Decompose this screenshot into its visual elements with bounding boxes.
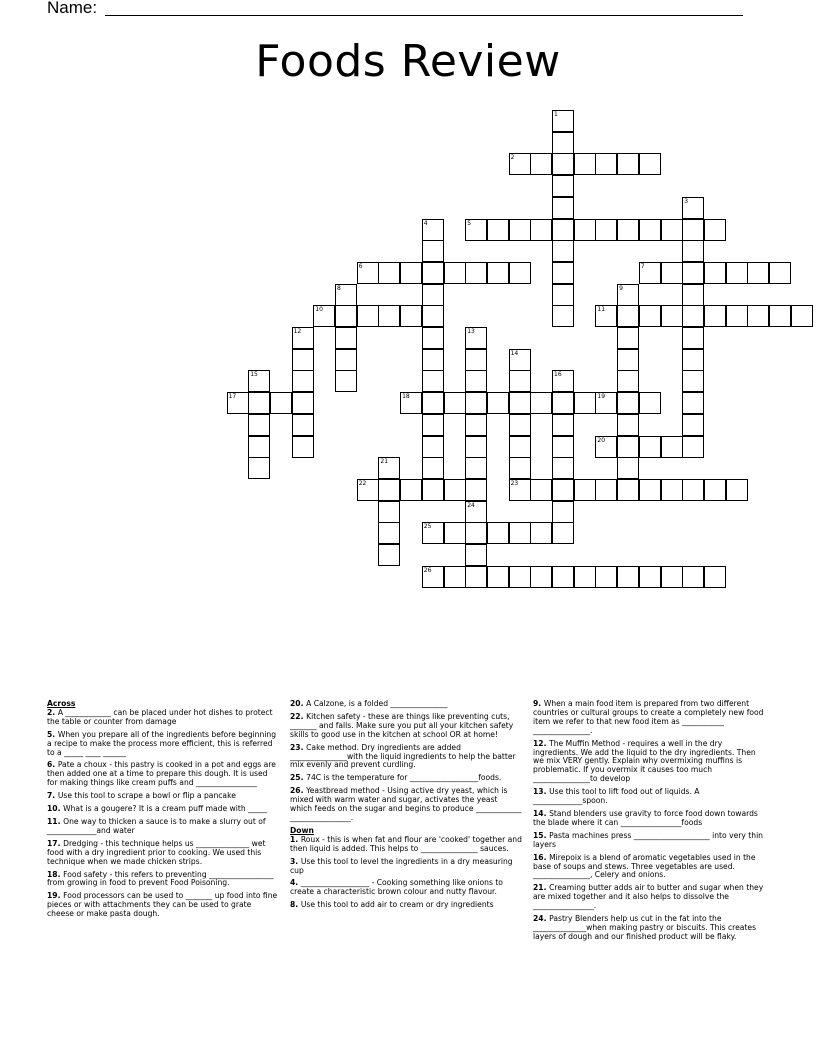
grid-cell[interactable] — [465, 566, 487, 588]
clue-item-text: Creaming butter adds air to butter and sugar when they are mixed together and it also helps to dissolve the ________________. — [533, 883, 764, 911]
grid-cell[interactable] — [487, 262, 509, 284]
clue-item-text: What is a gougere? It is a cream puff made with _____ — [63, 804, 268, 814]
grid-cell[interactable] — [487, 219, 509, 241]
grid-cell[interactable] — [769, 262, 791, 284]
grid-cell[interactable] — [465, 349, 487, 371]
grid-cell[interactable] — [509, 436, 531, 458]
grid-cell[interactable] — [617, 327, 639, 349]
clue-number: 5 — [467, 219, 472, 227]
clue-item-text: 74C is the temperature for __________________foods. — [306, 773, 502, 783]
clue-number: 26 — [423, 566, 432, 574]
clue-item-number: 21. — [533, 883, 550, 893]
grid-cell[interactable] — [617, 566, 639, 588]
grid-cell[interactable] — [574, 219, 596, 241]
clue-item — [47, 792, 279, 801]
clue-item-text: __________________ - Cooking something like onions to create a characteristic brown colour and nutty flavour. — [290, 878, 503, 897]
grid-cell[interactable] — [682, 327, 704, 349]
clue-number: 16 — [554, 371, 562, 379]
grid-cell[interactable] — [422, 284, 444, 306]
clue-number: 9 — [619, 284, 623, 292]
grid-cell[interactable] — [378, 544, 400, 566]
clue-item-number: 6. — [47, 760, 58, 770]
clue-number: 11 — [597, 306, 606, 314]
grid-cell[interactable] — [465, 479, 487, 501]
clue-item — [47, 761, 279, 788]
grid-cell[interactable] — [574, 392, 596, 414]
grid-cell[interactable] — [400, 479, 422, 501]
clue-column-3 — [533, 700, 769, 946]
grid-cell[interactable] — [552, 522, 574, 544]
clue-number: 19 — [597, 393, 606, 401]
grid-cell[interactable] — [509, 522, 531, 544]
grid-cell[interactable] — [574, 566, 596, 588]
across-heading: Across — [47, 699, 76, 708]
grid-cell[interactable] — [617, 349, 639, 371]
grid-cell[interactable] — [617, 392, 639, 414]
clue-item — [533, 915, 769, 942]
grid-cell[interactable] — [595, 479, 617, 501]
grid-cell[interactable] — [661, 436, 683, 458]
grid-cell[interactable] — [726, 479, 748, 501]
grid-cell[interactable] — [552, 132, 574, 154]
grid-cell[interactable] — [595, 153, 617, 175]
clue-number: 8 — [337, 284, 341, 292]
grid-cell[interactable] — [378, 501, 400, 523]
grid-cell[interactable] — [617, 305, 639, 327]
clue-number: 25 — [423, 523, 432, 531]
grid-cell[interactable] — [422, 240, 444, 262]
grid-cell[interactable] — [617, 436, 639, 458]
grid-cell[interactable] — [661, 262, 683, 284]
clue-item-text: Pastry Blenders help us cut in the fat into the ______________when making pastry or biscuits. This creates layers of dough and our finished product will be flaky. — [533, 914, 757, 941]
grid-cell[interactable] — [465, 436, 487, 458]
grid-cell[interactable] — [378, 522, 400, 544]
clue-item-number: 3. — [290, 856, 301, 866]
clue-item-text: Mirepoix is a blend of aromatic vegetables used in the base of soups and stews. Three vegetables are used. _______________, Celery and onions. — [533, 852, 756, 880]
grid-cell[interactable] — [465, 457, 487, 479]
clue-item-number: 4. — [290, 878, 301, 888]
grid-cell[interactable] — [726, 305, 748, 327]
clue-item — [47, 805, 279, 814]
clue-item-number: 14. — [533, 808, 550, 818]
grid-cell[interactable] — [552, 501, 574, 523]
clue-item-text: One way to thicken a sauce is to make a slurry out of _____________and water — [47, 816, 266, 835]
grid-cell[interactable] — [791, 305, 813, 327]
name-label: Name: — [47, 0, 98, 17]
clue-item — [47, 731, 279, 758]
grid-cell[interactable] — [378, 262, 400, 284]
clue-item — [290, 901, 522, 910]
grid-cell[interactable] — [574, 153, 596, 175]
clue-item-text: Pate a choux - this pastry is cooked in a pot and eggs are then added one at a time to prepare this dough. It is used for making things like cream puffs and ________________ — [47, 760, 276, 788]
clue-number: 20 — [597, 436, 606, 444]
grid-cell[interactable] — [682, 284, 704, 306]
clue-item-text: Yeastbread method - Using active dry yeast, which is mixed with warm water and sugar, activates the yeast which feeds on the sugar and begins to produce ____________ ________________. — [290, 786, 522, 822]
clue-item — [290, 713, 522, 740]
grid-cell[interactable] — [248, 414, 270, 436]
clue-item — [290, 700, 522, 709]
clue-item — [533, 740, 769, 785]
grid-cell[interactable] — [639, 566, 661, 588]
clue-item-text: When a main food item is prepared from two different countries or cultural groups to create a completely new food item we refer to that new food item as ___________ _______________. — [533, 699, 764, 735]
grid-cell[interactable] — [682, 370, 704, 392]
grid-cell[interactable] — [270, 392, 292, 414]
clue-item — [290, 836, 522, 854]
grid-cell[interactable] — [509, 566, 531, 588]
clue-item-text: When you prepare all of the ingredients before beginning a recipe to make the process more efficient, this is referred to a _____ ____ ______ — [47, 729, 277, 757]
clue-item — [290, 787, 522, 823]
clue-item-number: 8. — [290, 900, 301, 910]
grid-cell[interactable] — [422, 370, 444, 392]
grid-cell[interactable] — [704, 219, 726, 241]
grid-cell[interactable] — [682, 436, 704, 458]
grid-cell[interactable] — [530, 153, 552, 175]
grid-cell[interactable] — [682, 262, 704, 284]
grid-cell[interactable] — [509, 414, 531, 436]
clue-item-number: 5. — [47, 729, 58, 739]
grid-cell[interactable] — [444, 566, 466, 588]
clue-number: 6 — [358, 262, 363, 270]
clue-item-number: 9. — [533, 699, 544, 708]
clue-number: 2 — [510, 154, 515, 162]
grid-cell[interactable] — [639, 153, 661, 175]
grid-cell[interactable] — [682, 392, 704, 414]
clue-item-number: 20. — [290, 699, 307, 708]
clue-item-number: 22. — [290, 711, 307, 721]
grid-cell[interactable] — [530, 566, 552, 588]
grid-cell[interactable] — [422, 349, 444, 371]
clue-item-number: 13. — [533, 787, 550, 797]
grid-cell[interactable] — [335, 327, 357, 349]
clue-item-number: 1. — [290, 834, 301, 844]
grid-cell[interactable] — [248, 436, 270, 458]
grid-cell[interactable] — [639, 305, 661, 327]
clue-number: 14 — [510, 349, 519, 357]
grid-cell[interactable] — [682, 219, 704, 241]
clue-item — [47, 892, 279, 919]
clue-item — [290, 744, 522, 771]
grid-cell[interactable] — [639, 219, 661, 241]
clue-item-number: 7. — [47, 791, 58, 801]
clue-item-number: 24. — [533, 914, 550, 924]
clue-item — [533, 788, 769, 806]
grid-cell[interactable] — [552, 392, 574, 414]
page-title: Foods Review — [255, 36, 561, 87]
grid-cell[interactable] — [509, 457, 531, 479]
clue-item-text: The Muffin Method - requires a well in the dry ingredients. We add the liquid to the dry ingredients. Then we mix VERY gently. Explain why overmixing muffins is problematic. If you overmix it causes too much _______________to develop — [533, 738, 756, 784]
grid-cell[interactable] — [422, 392, 444, 414]
grid-cell[interactable] — [682, 349, 704, 371]
grid-cell[interactable] — [292, 436, 314, 458]
grid-cell[interactable] — [704, 566, 726, 588]
clue-item-number: 10. — [47, 804, 64, 814]
grid-cell[interactable] — [747, 262, 769, 284]
clue-number: 21 — [380, 458, 389, 466]
grid-cell[interactable] — [400, 305, 422, 327]
grid-cell[interactable] — [422, 479, 444, 501]
grid-cell[interactable] — [378, 479, 400, 501]
clue-number: 12 — [293, 328, 302, 335]
grid-cell[interactable] — [509, 392, 531, 414]
grid-cell[interactable] — [465, 544, 487, 566]
clue-item-text: Food safety - this refers to preventing _________________ from growing in food to prevent Food Poisoning. — [47, 869, 274, 888]
clue-item-number: 26. — [290, 786, 307, 796]
clue-item — [533, 884, 769, 911]
clue-column-1 — [47, 700, 279, 923]
grid-cell[interactable] — [552, 197, 574, 219]
clue-number: 18 — [402, 393, 410, 401]
grid-cell[interactable] — [704, 305, 726, 327]
clue-item — [290, 858, 522, 876]
grid-cell[interactable] — [552, 566, 574, 588]
clue-item-text: Food processors can be used to _______ up food into fine pieces or with attachments they can be used to grate cheese or make pasta dough. — [47, 891, 278, 919]
clue-number: 1 — [554, 111, 558, 118]
grid-cell[interactable] — [509, 262, 531, 284]
down-heading: Down — [290, 825, 314, 835]
grid-cell[interactable] — [617, 457, 639, 479]
clue-item-number: 25. — [290, 773, 307, 783]
grid-cell[interactable] — [530, 522, 552, 544]
clue-item — [47, 709, 279, 727]
grid-cell[interactable] — [444, 522, 466, 544]
clue-number: 24 — [467, 501, 475, 509]
grid-cell[interactable] — [509, 219, 531, 241]
clue-item — [290, 774, 522, 783]
grid-cell[interactable] — [726, 262, 748, 284]
grid-cell[interactable] — [639, 479, 661, 501]
grid-cell[interactable] — [292, 370, 314, 392]
clue-item — [47, 818, 279, 836]
clue-item — [290, 879, 522, 897]
grid-cell[interactable] — [422, 305, 444, 327]
grid-cell[interactable] — [552, 240, 574, 262]
clue-number: 3 — [684, 197, 689, 205]
grid-cell[interactable] — [617, 219, 639, 241]
grid-cell[interactable] — [552, 479, 574, 501]
grid-cell[interactable] — [617, 153, 639, 175]
grid-cell[interactable] — [530, 219, 552, 241]
grid-cell[interactable] — [530, 392, 552, 414]
clue-item-number: 12. — [533, 738, 550, 748]
clue-item-text: Roux - this is when fat and flour are 'cooked' together and then liquid is added. This helps to _______________ sauces. — [290, 834, 522, 853]
clue-number: 4 — [423, 219, 428, 227]
clue-item — [533, 700, 769, 736]
grid-cell[interactable] — [422, 414, 444, 436]
clue-item — [47, 840, 279, 867]
clue-item-number: 18. — [47, 869, 64, 879]
grid-cell[interactable] — [422, 457, 444, 479]
grid-cell[interactable] — [704, 262, 726, 284]
grid-cell[interactable] — [248, 392, 270, 414]
grid-cell[interactable] — [335, 370, 357, 392]
grid-cell[interactable] — [422, 262, 444, 284]
grid-cell[interactable] — [617, 479, 639, 501]
grid-cell[interactable] — [487, 566, 509, 588]
grid-cell[interactable] — [378, 305, 400, 327]
grid-cell[interactable] — [704, 479, 726, 501]
grid-cell[interactable] — [292, 349, 314, 371]
grid-cell[interactable] — [552, 305, 574, 327]
grid-cell[interactable] — [661, 305, 683, 327]
clue-item-number: 23. — [290, 742, 307, 752]
grid-cell[interactable] — [747, 305, 769, 327]
clue-item-text: Use this tool to scrape a bowl or flip a pancake — [57, 791, 236, 801]
clue-item — [533, 854, 769, 881]
grid-cell[interactable] — [552, 457, 574, 479]
clue-item-number: 15. — [533, 830, 550, 840]
grid-cell[interactable] — [248, 457, 270, 479]
clue-column-2 — [290, 700, 522, 914]
grid-cell[interactable] — [682, 305, 704, 327]
clue-item-text: Dredging - this technique helps us ______________ wet food with a dry ingredient prior to cooking. We used this technique when we made chicken strips. — [47, 838, 266, 866]
grid-cell[interactable] — [357, 305, 379, 327]
grid-cell[interactable] — [682, 566, 704, 588]
clue-item-text: A Calzone, is a folded _______________ — [306, 699, 448, 708]
grid-cell[interactable] — [574, 479, 596, 501]
grid-cell[interactable] — [552, 284, 574, 306]
clue-item-text: Kitchen safety - these are things like preventing cuts, _______ and falls. Make sure you put all your kitchen safety skills to good use in the kitchen at school OR at home! — [290, 711, 514, 739]
grid-cell[interactable] — [552, 262, 574, 284]
clue-item-text: Use this tool to lift food out of liquids. A _____________spoon. — [533, 787, 700, 806]
grid-cell[interactable] — [465, 414, 487, 436]
grid-cell[interactable] — [552, 175, 574, 197]
grid-cell[interactable] — [530, 479, 552, 501]
grid-cell[interactable] — [552, 219, 574, 241]
clue-item-number: 11. — [47, 816, 64, 826]
grid-cell[interactable] — [661, 479, 683, 501]
clue-number: 17 — [228, 393, 237, 401]
clue-item-number: 19. — [47, 891, 64, 901]
clue-item — [533, 832, 769, 850]
grid-cell[interactable] — [400, 262, 422, 284]
grid-cell[interactable] — [595, 219, 617, 241]
grid-cell[interactable] — [682, 414, 704, 436]
clue-item-number: 16. — [533, 852, 550, 862]
grid-cell[interactable] — [422, 436, 444, 458]
clue-item-number: 17. — [47, 838, 64, 848]
grid-cell[interactable] — [465, 370, 487, 392]
clue-number: 23 — [510, 479, 519, 487]
clue-item-text: Stand blenders use gravity to force food down towards the blade where it can ________________foods — [533, 808, 758, 827]
clue-item — [533, 810, 769, 828]
grid-cell[interactable] — [292, 392, 314, 414]
grid-cell[interactable] — [422, 327, 444, 349]
clue-number: 7 — [640, 262, 645, 270]
grid-cell[interactable] — [335, 305, 357, 327]
grid-cell[interactable] — [682, 240, 704, 262]
grid-cell[interactable] — [509, 370, 531, 392]
grid-cell[interactable] — [639, 436, 661, 458]
grid-cell[interactable] — [552, 436, 574, 458]
grid-cell[interactable] — [487, 522, 509, 544]
clue-item-number: 2. — [47, 707, 58, 717]
grid-cell[interactable] — [595, 566, 617, 588]
clue-item-text: Use this tool to add air to cream or dry ingredients — [300, 900, 494, 910]
grid-cell[interactable] — [465, 262, 487, 284]
grid-cell[interactable] — [552, 153, 574, 175]
grid-cell[interactable] — [617, 414, 639, 436]
grid-cell[interactable] — [444, 392, 466, 414]
grid-cell[interactable] — [335, 349, 357, 371]
clue-number: 13 — [467, 328, 475, 335]
grid-cell[interactable] — [444, 479, 466, 501]
grid-cell[interactable] — [465, 392, 487, 414]
clue-number: 15 — [250, 371, 258, 379]
grid-cell[interactable] — [292, 414, 314, 436]
clue-item-text: Pasta machines press ____________________ into very thin layers — [533, 830, 763, 849]
grid-cell[interactable] — [769, 305, 791, 327]
clue-item-text: Use this tool to level the ingredients in a dry measuring cup — [290, 856, 513, 875]
clue-number: 10 — [315, 306, 323, 314]
clue-number: 22 — [358, 479, 367, 487]
grid-cell[interactable] — [552, 414, 574, 436]
grid-cell[interactable] — [487, 392, 509, 414]
clue-item-text: A ____________ can be placed under hot dishes to protect the table or counter from damage — [47, 707, 273, 726]
grid-cell[interactable] — [661, 566, 683, 588]
grid-cell[interactable] — [682, 479, 704, 501]
grid-cell[interactable] — [617, 370, 639, 392]
grid-cell[interactable] — [444, 262, 466, 284]
grid-cell[interactable] — [465, 522, 487, 544]
grid-cell[interactable] — [639, 392, 661, 414]
clue-item-text: Cake method. Dry ingredients are added _______________with the liquid ingredients to help the batter mix evenly and prevent curdling. — [290, 742, 516, 770]
grid-cell[interactable] — [661, 219, 683, 241]
clue-item — [47, 871, 279, 889]
